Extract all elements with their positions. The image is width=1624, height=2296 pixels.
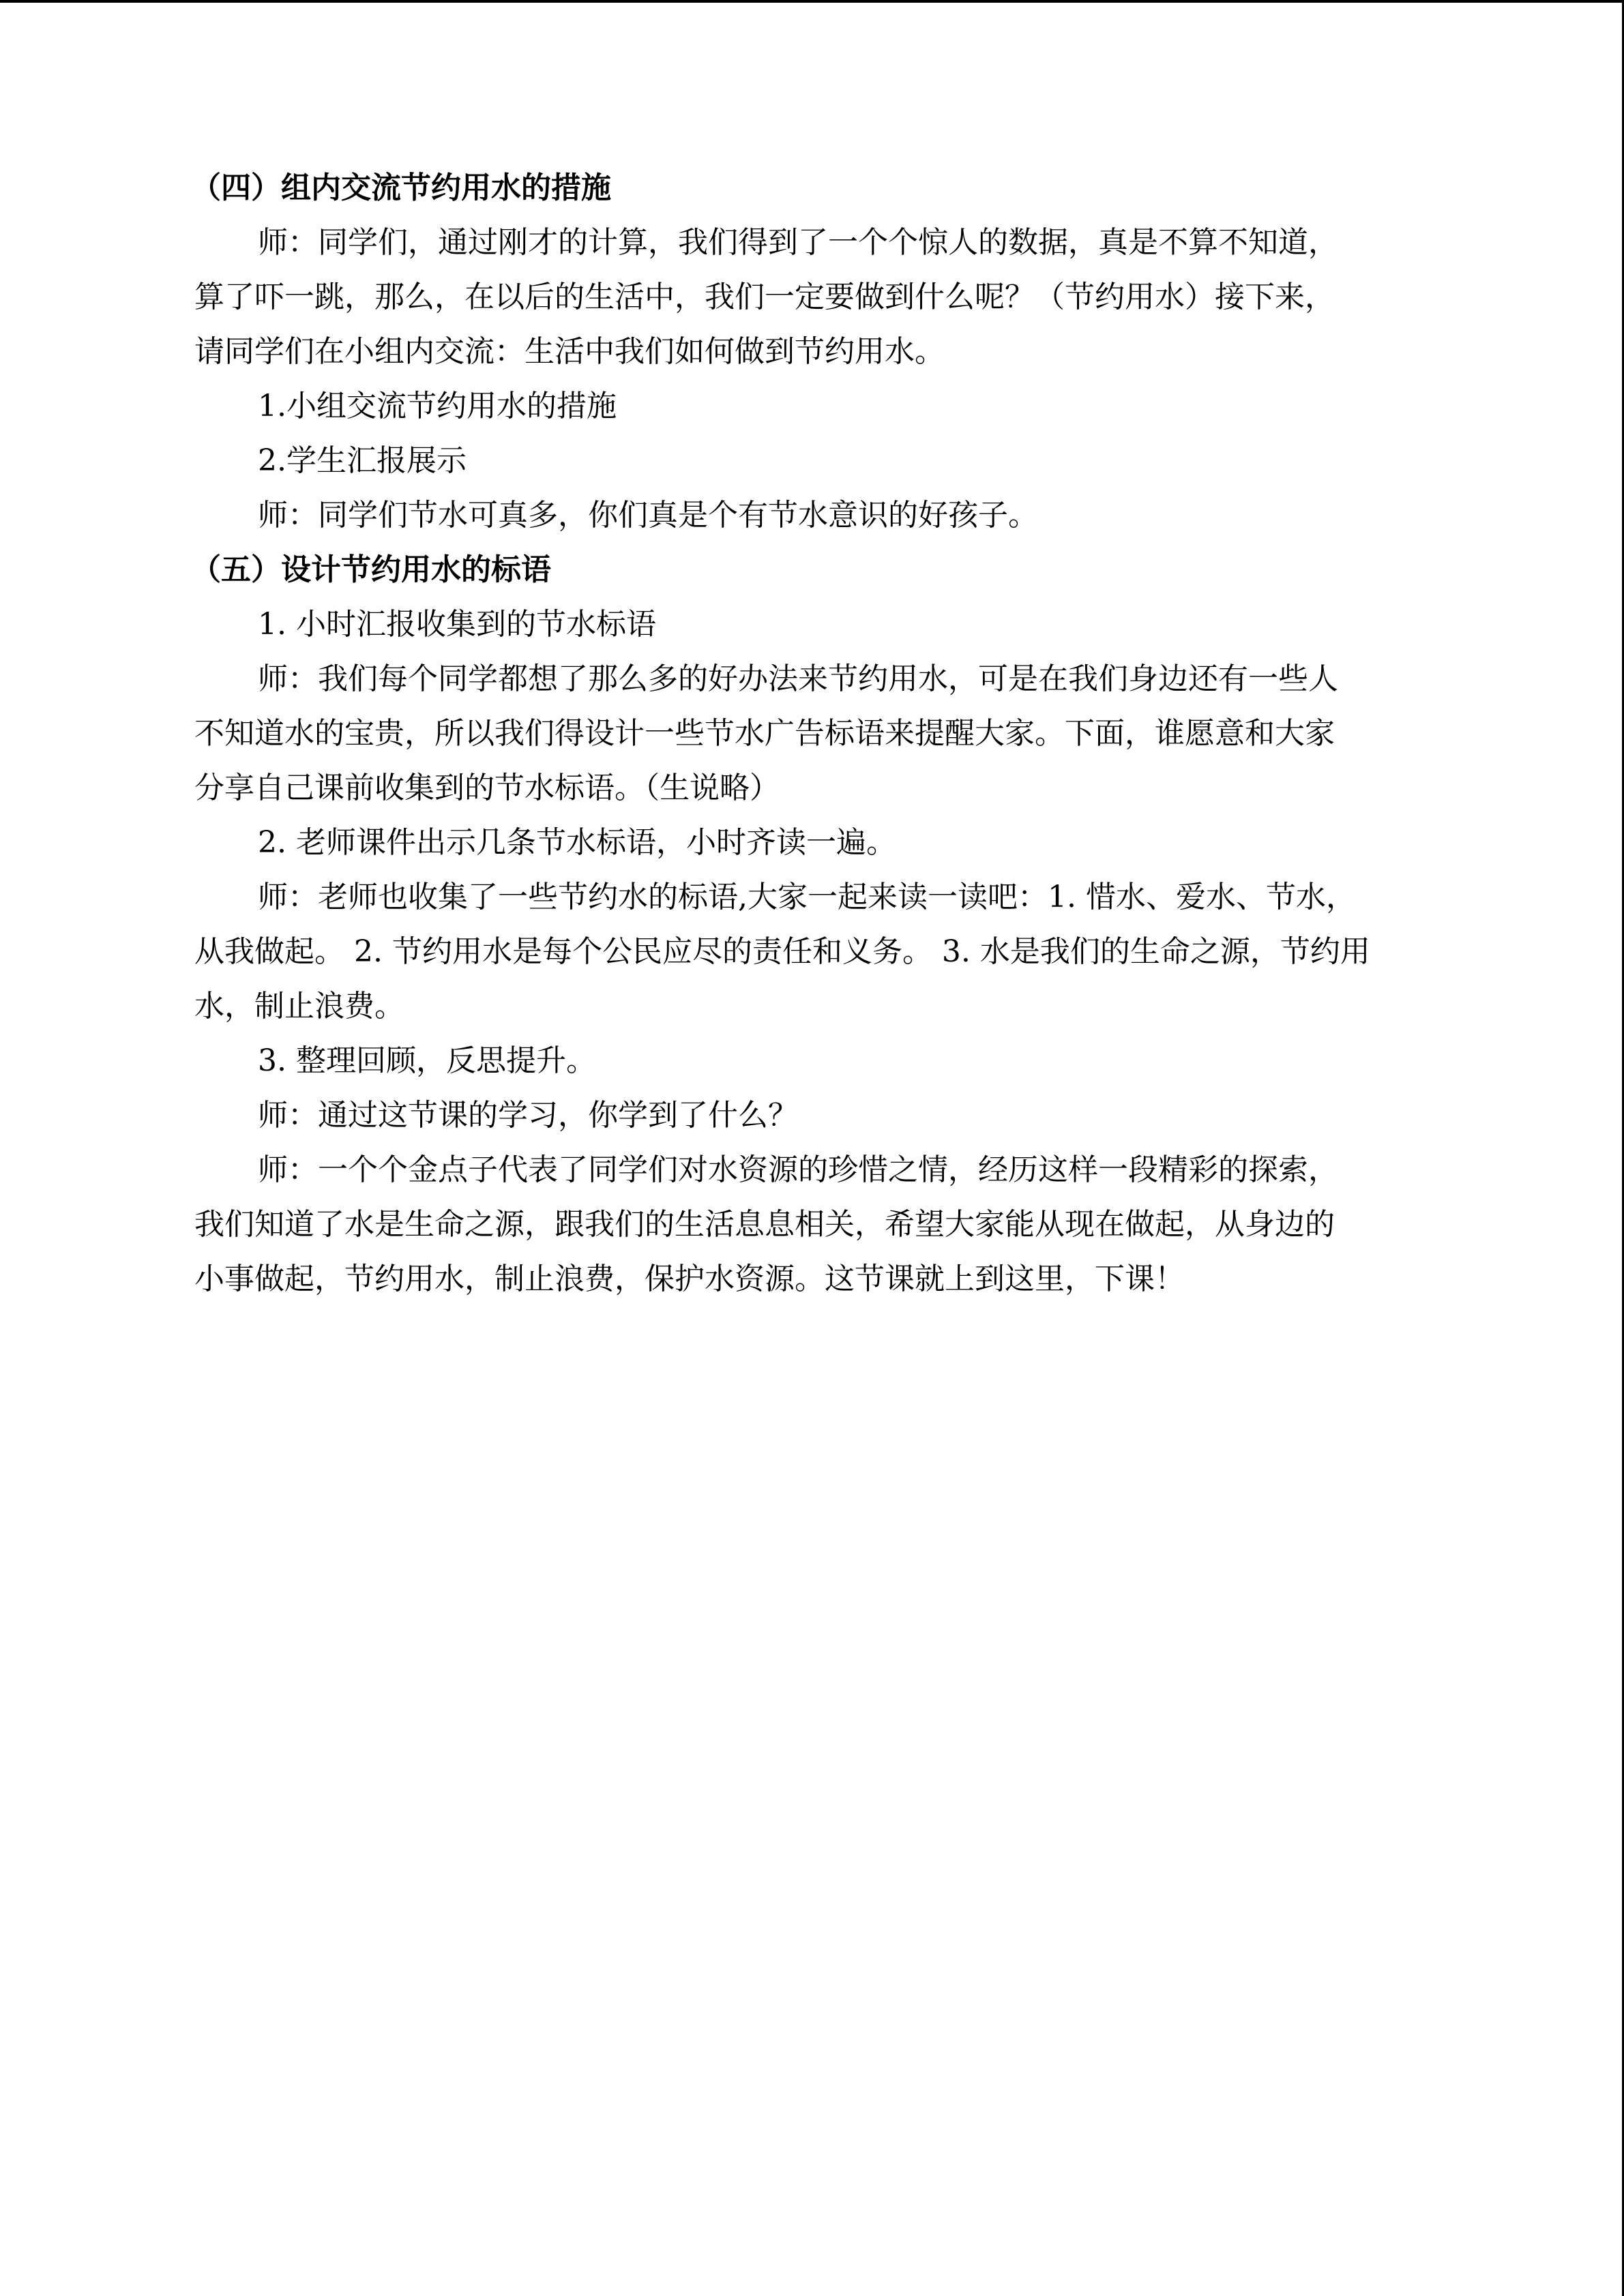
paragraph-line: 小事做起，节约用水，制止浪费，保护水资源。这节课就上到这里，下课！ bbox=[194, 1262, 1185, 1296]
paragraph-line: 师：老师也收集了一些节约水的标语,大家一起来读一读吧：1. 惜水、爱水、节水， bbox=[258, 880, 1356, 914]
paragraph-line: 算了吓一跳，那么，在以后的生活中，我们一定要做到什么呢？（节约用水）接下来， bbox=[194, 280, 1335, 314]
paragraph-line: 水，制止浪费。 bbox=[194, 989, 404, 1024]
paragraph-line: 师：我们每个同学都想了那么多的好办法来节约用水，可是在我们身边还有一些人 bbox=[258, 661, 1338, 696]
list-item: 1. 小时汇报收集到的节水标语 bbox=[258, 607, 656, 642]
list-item: 1.小组交流节约用水的措施 bbox=[258, 389, 617, 423]
list-item: 3. 整理回顾，反思提升。 bbox=[258, 1043, 596, 1078]
section-heading-4: （四）组内交流节约用水的措施 bbox=[191, 170, 611, 205]
paragraph-line: 不知道水的宝贵，所以我们得设计一些节水广告标语来提醒大家。下面，谁愿意和大家 bbox=[194, 716, 1335, 751]
document-body bbox=[191, 161, 1477, 1307]
paragraph-line: 我们知道了水是生命之源，跟我们的生活息息相关，希望大家能从现在做起，从身边的 bbox=[194, 1207, 1335, 1242]
paragraph-line: 师：一个个金点子代表了同学们对水资源的珍惜之情，经历这样一段精彩的探索， bbox=[258, 1152, 1338, 1187]
section-heading-5: （五）设计节约用水的标语 bbox=[191, 552, 551, 587]
paragraph-line: 从我做起。 2. 节约用水是每个公民应尽的责任和义务。 3. 水是我们的生命之源，节约用 bbox=[194, 934, 1370, 969]
paragraph-line: 师：同学们，通过刚才的计算，我们得到了一个个惊人的数据，真是不算不知道， bbox=[258, 225, 1338, 260]
paragraph-line: 师：通过这节课的学习，你学到了什么？ bbox=[258, 1098, 798, 1133]
list-item: 2.学生汇报展示 bbox=[258, 443, 467, 478]
paragraph-line: 分享自己课前收集到的节水标语。（生说略） bbox=[194, 771, 780, 805]
paragraph-line: 师：同学们节水可真多，你们真是个有节水意识的好孩子。 bbox=[258, 498, 1038, 533]
paragraph-line: 请同学们在小组内交流：生活中我们如何做到节约用水。 bbox=[194, 334, 945, 369]
list-item: 2. 老师课件出示几条节水标语，小时齐读一遍。 bbox=[258, 825, 896, 860]
